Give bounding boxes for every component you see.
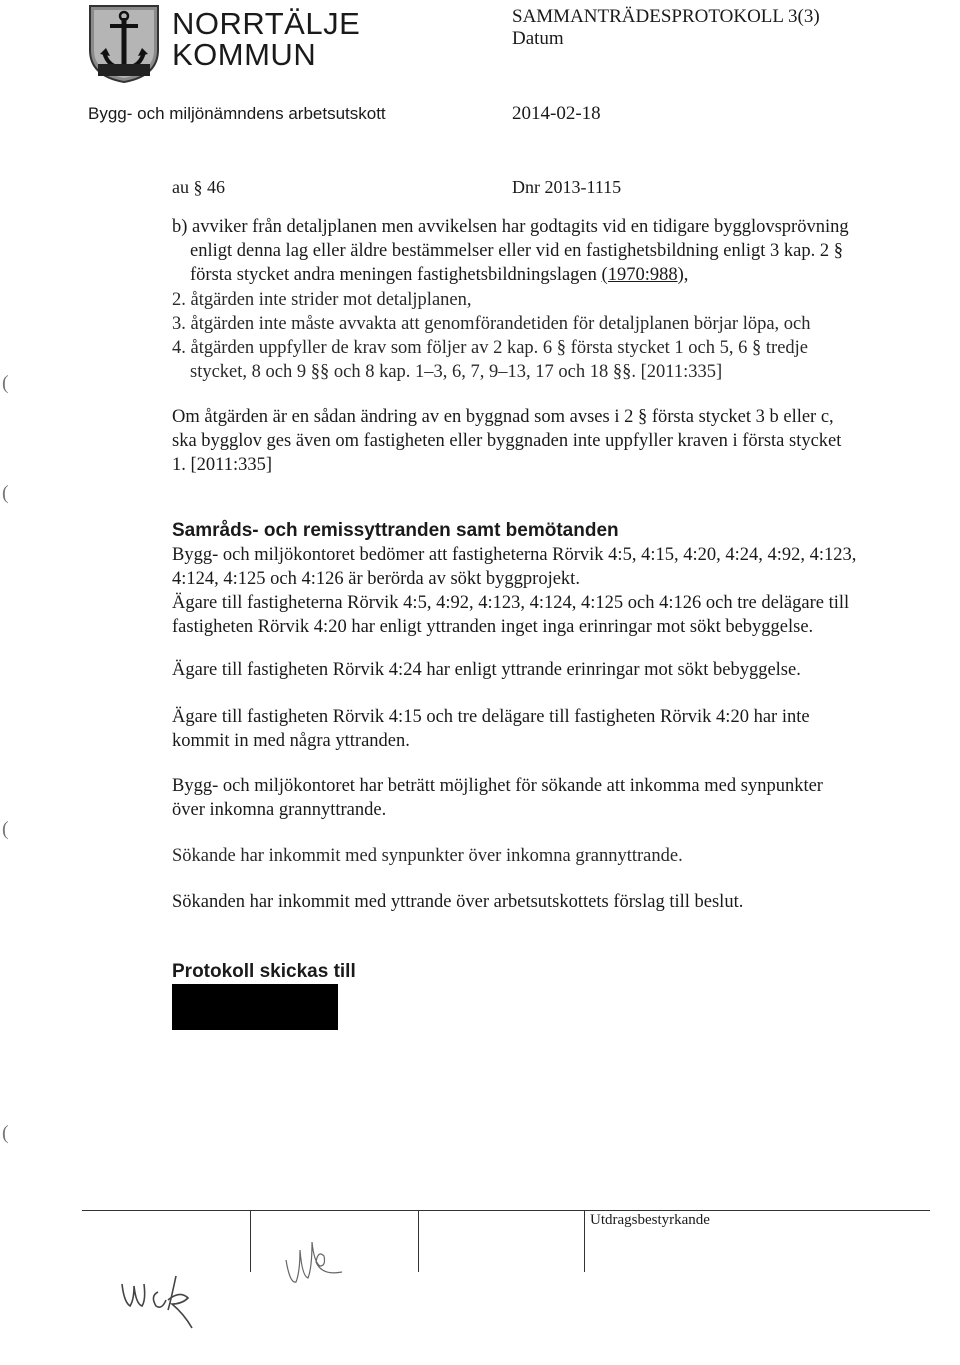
law-reference: (1970:988), [601,265,689,285]
binder-mark: ( [2,818,9,840]
section-p4-line2: kommit in med några yttranden. [172,731,410,751]
paragraph-om-line2: ska bygglov ges även om fastigheten eller byggnaden inte uppfyller kraven i första stycket [172,431,842,451]
org-name-line1: NORRTÄLJE [172,6,361,41]
paragraph-om-line3: 1. [2011:335] [172,455,273,475]
handwritten-initials [118,1270,218,1335]
binder-mark: ( [2,1122,9,1144]
handwritten-initials [282,1232,352,1301]
binder-mark: ( [2,482,9,504]
page-number: 3(3) [788,6,820,27]
redaction-block [172,984,338,1030]
certification-label: Utdragsbestyrkande [590,1212,710,1228]
meeting-date: 2014-02-18 [512,103,601,124]
item-b-line2: enligt denna lag eller äldre bestämmelser eller vid en fastighetsbildning enligt 3 kap. 2 § [190,241,843,261]
item-4-line2: stycket, 8 och 9 §§ och 8 kap. 1–3, 6, 7, 9–13, 17 och 18 §§. [2011:335] [190,362,723,382]
section-p2-line2: fastigheten Rörvik 4:20 har enligt yttranden inget inga erinringar mot sökt bebyggelse. [172,617,814,637]
document-type: SAMMANTRÄDESPROTOKOLL [512,6,785,27]
paragraph-om-line1: Om åtgärden är en sådan ändring av en byggnad som avses i 2 § första stycket 3 b eller c, [172,407,834,427]
date-label: Datum [512,28,564,49]
item-b-line1: b) avviker från detaljplanen men avvikelsen har godtagits vid en tidigare bygglovsprövning [172,217,849,237]
section-p4-line1: Ägare till fastigheten Rörvik 4:15 och tre delägare till fastigheten Rörvik 4:20 har inte [172,707,810,727]
section-p7: Sökanden har inkommit med yttrande över arbetsutskottets förslag till beslut. [172,892,744,912]
signature-cell-divider [584,1210,585,1272]
item-4-line1: 4. åtgärden uppfyller de krav som följer av 2 kap. 6 § första stycket 1 och 5, 6 § tredje [172,338,809,358]
signature-cell-divider [418,1210,419,1272]
section-p1-line1: Bygg- och miljökontoret bedömer att fastigheterna Rörvik 4:5, 4:15, 4:20, 4:24, 4:92, 4:123, [172,545,857,565]
section-p1-line2: 4:124, 4:125 och 4:126 är berörda av sökt byggprojekt. [172,569,580,589]
anchor-coat-of-arms-icon [88,4,160,84]
section-p3: Ägare till fastigheten Rörvik 4:24 har enligt yttrande erinringar mot sökt bebyggelse. [172,660,801,680]
binder-mark: ( [2,372,9,394]
item-3: 3. åtgärden inte måste avvakta att genomförandetiden för detaljplanen börjar löpa, och [172,314,811,334]
section-p2-line1: Ägare till fastigheterna Rörvik 4:5, 4:92, 4:123, 4:124, 4:125 och 4:126 och tre delägare till [172,593,850,613]
section-heading: Samråds- och remissyttranden samt bemötanden [172,520,619,541]
signature-cell-divider [250,1210,251,1272]
org-name-line2: KOMMUN [172,37,317,72]
footer-rule [82,1210,930,1211]
item-b-line3: första stycket andra meningen fastighetsbildningslagen (1970:988), [190,265,689,285]
section-p6: Sökande har inkommit med synpunkter över inkomna grannyttrande. [172,846,683,866]
protocol-heading: Protokoll skickas till [172,961,356,982]
committee-name: Bygg- och miljönämndens arbetsutskott [88,104,386,123]
section-p5-line2: över inkomna grannyttrande. [172,800,387,820]
item-2: 2. åtgärden inte strider mot detaljplanen, [172,290,472,310]
diary-number: Dnr 2013-1115 [512,177,622,197]
section-p5-line1: Bygg- och miljökontoret har beträtt möjlighet för sökande att inkomma med synpunkter [172,776,823,796]
section-reference: au § 46 [172,177,225,197]
